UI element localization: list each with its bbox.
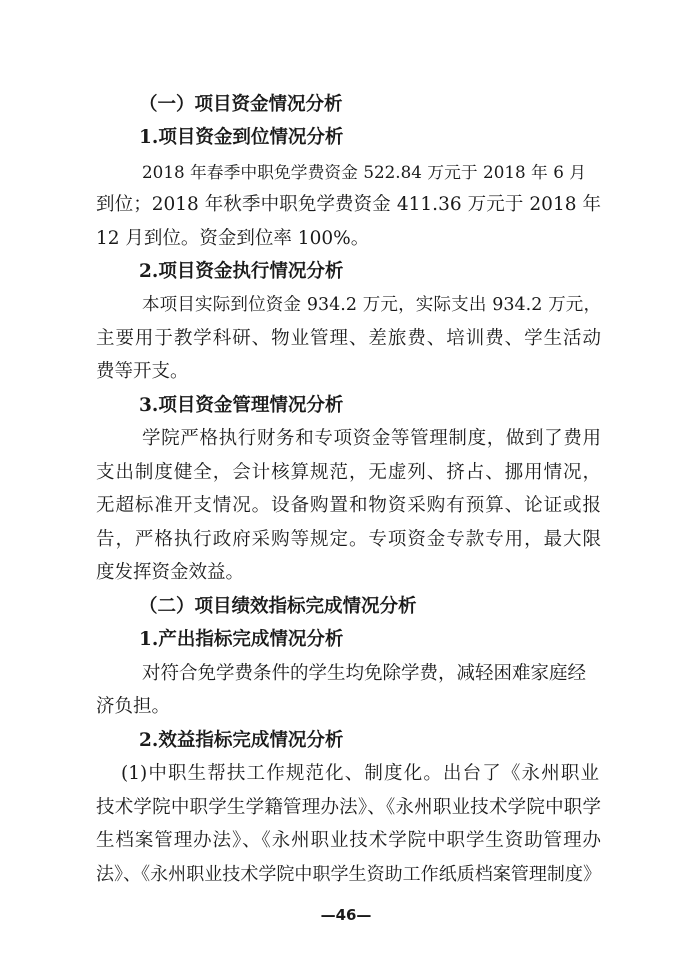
paragraph-line: 生档案管理办法》、《永州职业技术学院中职学生资助管理办 xyxy=(96,830,601,851)
page-number: —46— xyxy=(320,906,372,924)
subheading-benefit-indicators: 2.效益指标完成情况分析 xyxy=(139,730,344,751)
paragraph-line: 度发挥资金效益。 xyxy=(96,562,245,583)
paragraph-line: 无超标准开支情况。设备购置和物资采购有预算、论证或报 xyxy=(96,495,601,516)
paragraph-line: 学院严格执行财务和专项资金等管理制度，做到了费用 xyxy=(142,428,601,449)
section-heading-performance: （二）项目绩效指标完成情况分析 xyxy=(139,596,417,617)
paragraph-line: 费等开支。 xyxy=(96,361,189,382)
paragraph-line: 对符合免学费条件的学生均免除学费，减轻困难家庭经 xyxy=(142,663,587,684)
paragraph-line: 主要用于教学科研、物业管理、差旅费、培训费、学生活动 xyxy=(96,328,601,349)
paragraph-line: 技术学院中职学生学籍管理办法》、《永州职业技术学院中职学 xyxy=(96,797,601,818)
paragraph-line: 到位；2018 年秋季中职免学费资金 411.36 万元于 2018 年 xyxy=(96,194,601,215)
paragraph-line: 法》、《永州职业技术学院中职学生资助工作纸质档案管理制度》 xyxy=(96,864,601,885)
paragraph-line: (1)中职生帮扶工作规范化、制度化。出台了《永州职业 xyxy=(121,763,599,784)
paragraph-line: 告，严格执行政府采购等规定。专项资金专款专用，最大限 xyxy=(96,529,601,550)
subheading-output-indicators: 1.产出指标完成情况分析 xyxy=(139,629,344,650)
subheading-funds-management: 3.项目资金管理情况分析 xyxy=(139,395,344,416)
paragraph-line: 支出制度健全，会计核算规范，无虚列、挤占、挪用情况， xyxy=(96,462,601,483)
paragraph-line: 2018 年春季中职免学费资金 522.84 万元于 2018 年 6 月 xyxy=(142,162,586,182)
paragraph-line: 本项目实际到位资金 934.2 万元，实际支出 934.2 万元， xyxy=(142,295,601,315)
section-heading-funds: （一）项目资金情况分析 xyxy=(139,94,343,115)
subheading-funds-arrival: 1.项目资金到位情况分析 xyxy=(139,127,344,148)
subheading-funds-execution: 2.项目资金执行情况分析 xyxy=(139,261,344,282)
paragraph-line: 12 月到位。资金到位率 100%。 xyxy=(96,228,370,249)
paragraph-line: 济负担。 xyxy=(96,696,171,717)
